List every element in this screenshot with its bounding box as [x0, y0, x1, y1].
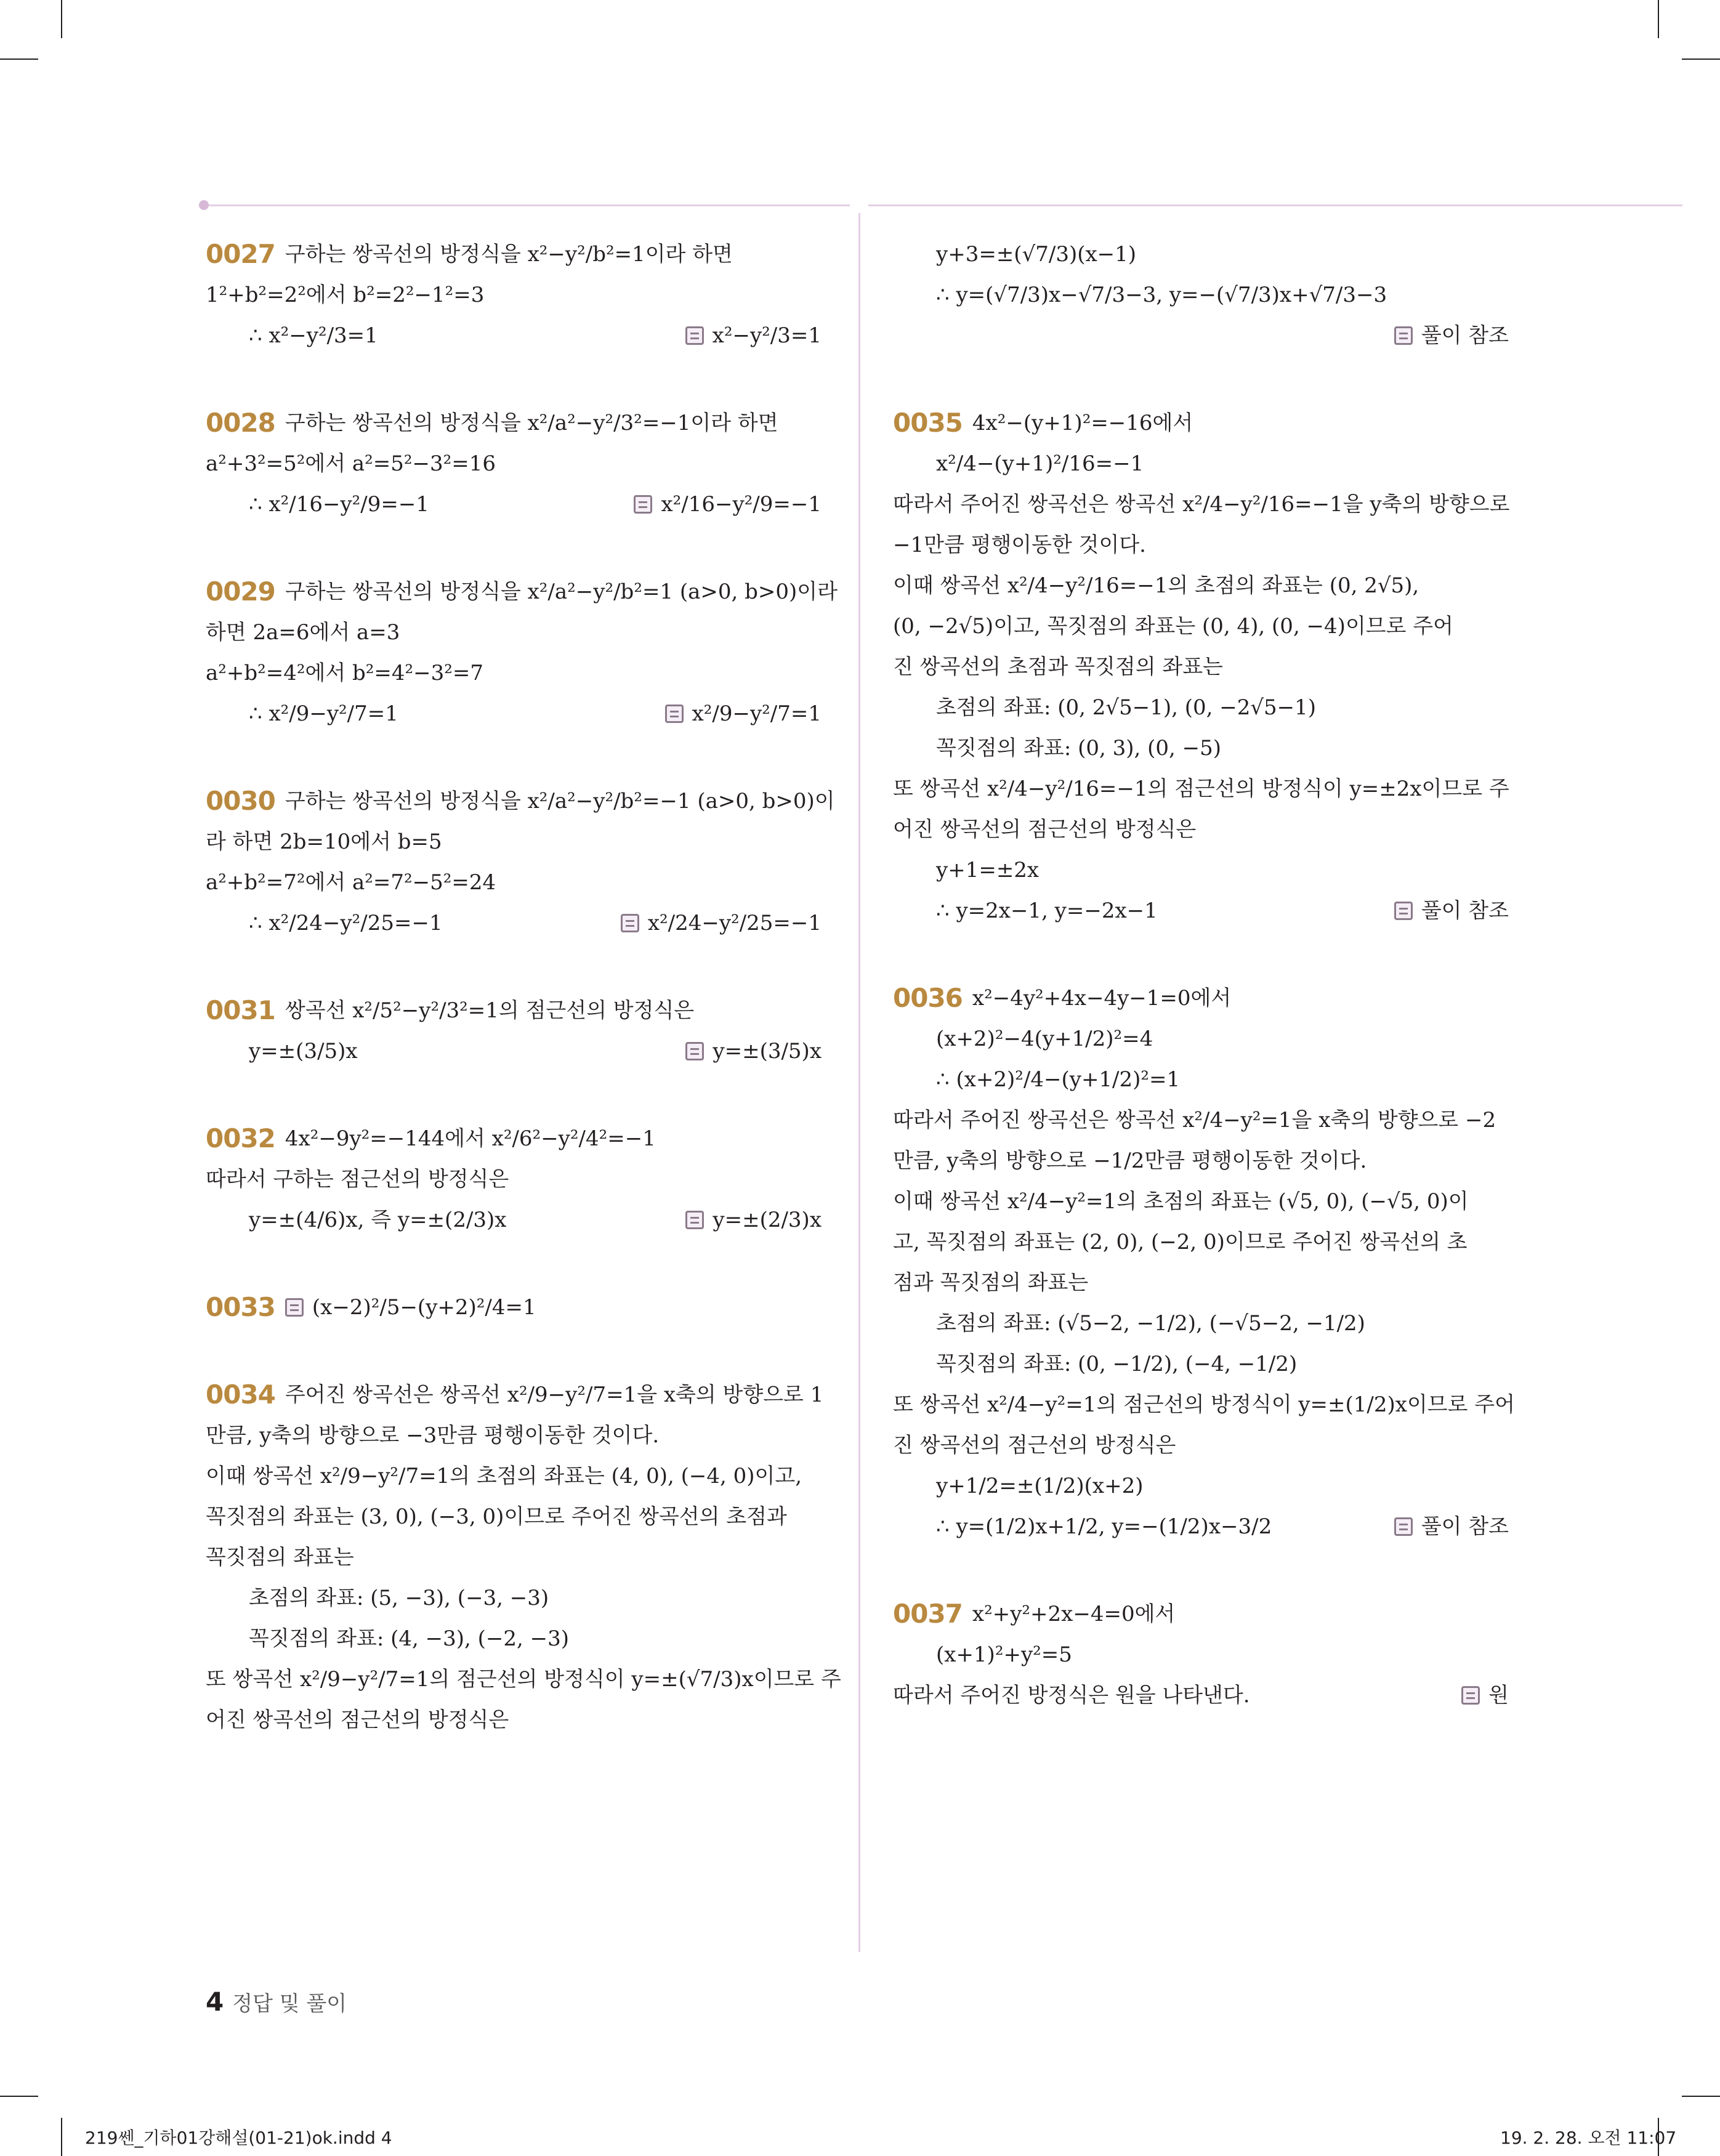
- problem-block: [206, 571, 838, 734]
- solution-line: [206, 1118, 822, 1159]
- line-content: [893, 573, 1419, 599]
- answer-box: [634, 491, 822, 518]
- answer-text: y=±(3/5)x: [713, 1038, 822, 1064]
- line-content: [936, 735, 1221, 762]
- line-content: [249, 491, 429, 518]
- problem-block: [893, 234, 1509, 356]
- crop-mark: [61, 2118, 62, 2156]
- line-content: [893, 982, 1231, 1015]
- line-text: (0, −2√5)이고, 꼭짓점의 좌표는 (0, 4), (0, −4)이므로 주어: [893, 613, 1453, 639]
- line-text: 꼭짓점의 좌표는: [206, 1544, 354, 1570]
- problem-block: [206, 1375, 841, 1740]
- crop-mark: [1682, 59, 1720, 60]
- line-content: [206, 238, 733, 271]
- line-content: [893, 407, 1193, 440]
- solution-line: [893, 1384, 1515, 1425]
- solution-line: [206, 403, 822, 443]
- answer-icon: [1394, 1517, 1413, 1536]
- line-content: [893, 654, 1223, 680]
- line-content: [936, 1514, 1272, 1540]
- problem-block: [893, 403, 1509, 931]
- solution-line: [893, 234, 1509, 275]
- answer-text: x²/16−y²/9=−1: [661, 491, 822, 517]
- line-text: 4x²−9y²=−144에서 x²/6²−y²/4²=−1: [285, 1126, 656, 1151]
- problem-block: [206, 403, 822, 525]
- answer-icon: [634, 495, 652, 514]
- line-text: 점과 꼭짓점의 좌표는: [893, 1270, 1089, 1295]
- line-text: 하면 2a=6에서 a=3: [206, 620, 400, 645]
- line-content: [206, 282, 484, 309]
- line-content: [893, 1229, 1468, 1256]
- line-content: [206, 1291, 536, 1324]
- left-column: [206, 234, 841, 1787]
- line-content: [206, 829, 442, 855]
- solution-line: [206, 1578, 822, 1618]
- line-text: (x−2)²/5−(y+2)²/4=1: [312, 1294, 536, 1320]
- line-content: [249, 701, 398, 727]
- problem-number: 0027: [206, 238, 275, 269]
- solution-line: [206, 1537, 822, 1578]
- line-text: 꼭짓점의 좌표: (0, −1/2), (−4, −1/2): [936, 1351, 1298, 1376]
- line-content: [936, 1026, 1153, 1052]
- line-text: y+3=±(√7/3)(x−1): [936, 241, 1137, 267]
- solution-line: [893, 1100, 1509, 1141]
- answer-icon: [285, 1298, 304, 1317]
- problem-number: 0035: [893, 407, 963, 438]
- solution-line: [893, 606, 1509, 647]
- problem-block: [206, 990, 822, 1072]
- solution-line: [893, 978, 1509, 1019]
- line-text: 이때 쌍곡선 x²/4−y²=1의 초점의 좌표는 (√5, 0), (−√5, 0)이: [893, 1189, 1469, 1214]
- line-text: 초점의 좌표: (√5−2, −1/2), (−√5−2, −1/2): [936, 1310, 1365, 1336]
- footer-title: 정답 및 풀이: [232, 1992, 347, 2016]
- solution-line: [893, 1466, 1509, 1506]
- line-content: [206, 785, 835, 818]
- problem-number: 0030: [206, 785, 275, 816]
- solution-line: [893, 769, 1509, 809]
- crop-mark: [61, 0, 62, 38]
- line-content: [206, 1666, 841, 1693]
- answer-box: [665, 701, 822, 727]
- line-text: 따라서 주어진 쌍곡선은 쌍곡선 x²/4−y²/16=−1을 y축의 방향으로: [893, 491, 1510, 517]
- solution-line: [893, 687, 1509, 728]
- line-text: ∴ x²/16−y²/9=−1: [249, 491, 429, 517]
- problem-number: 0033: [206, 1291, 275, 1322]
- line-text: 구하는 쌍곡선의 방정식을 x²/a²−y²/b²=1 (a>0, b>0)이라: [285, 579, 838, 604]
- line-text: 만큼, y축의 방향으로 −3만큼 평행이동한 것이다.: [206, 1423, 660, 1448]
- line-content: [893, 1270, 1088, 1296]
- solution-line: [206, 653, 822, 693]
- line-content: [206, 451, 496, 477]
- crop-mark: [0, 2096, 38, 2097]
- line-content: [893, 613, 1453, 640]
- answer-text: 풀이 참조: [1421, 323, 1509, 348]
- solution-line: [893, 403, 1509, 443]
- solution-line: [893, 565, 1509, 606]
- solution-line: [206, 822, 822, 862]
- solution-line: [893, 1344, 1509, 1384]
- line-text: y=±(4/6)x, 즉 y=±(2/3)x: [249, 1207, 507, 1232]
- slug-date-info: 19. 2. 28. 오전 11:07: [1500, 2128, 1677, 2148]
- solution-line: [206, 1700, 822, 1740]
- line-text: 또 쌍곡선 x²/4−y²/16=−1의 점근선의 방정식이 y=±2x이므로 주: [893, 776, 1509, 801]
- solution-line: [206, 1456, 822, 1496]
- line-text: ∴ x²/9−y²/7=1: [249, 701, 398, 726]
- answer-box: [685, 1207, 822, 1233]
- solution-line: [206, 571, 838, 612]
- answer-box: [1394, 323, 1509, 349]
- line-text: 이때 쌍곡선 x²/4−y²/16=−1의 초점의 좌표는 (0, 2√5),: [893, 573, 1419, 598]
- answer-icon: [621, 914, 639, 932]
- line-content: [893, 1392, 1515, 1418]
- line-text: (x+1)²+y²=5: [936, 1642, 1072, 1667]
- solution-line: [206, 990, 822, 1031]
- line-text: ∴ y=2x−1, y=−2x−1: [936, 898, 1158, 923]
- line-content: [206, 1379, 823, 1411]
- line-content: [206, 1423, 659, 1449]
- line-content: [936, 282, 1387, 309]
- solution-line: [206, 315, 822, 356]
- line-text: ∴ y=(√7/3)x−√7/3−3, y=−(√7/3)x+√7/3−3: [936, 282, 1387, 307]
- answer-box: [685, 1038, 822, 1065]
- line-content: [893, 491, 1509, 518]
- line-content: [936, 451, 1144, 477]
- problem-block: [893, 978, 1515, 1547]
- line-content: [206, 407, 778, 440]
- line-content: [893, 1682, 1250, 1709]
- line-content: [206, 995, 694, 1027]
- line-text: a²+3²=5²에서 a²=5²−3²=16: [206, 451, 496, 476]
- problem-number: 0037: [893, 1598, 963, 1629]
- problem-block: [206, 1287, 822, 1328]
- solution-line: [893, 484, 1509, 525]
- line-content: [893, 532, 1146, 559]
- line-content: [936, 1067, 1180, 1093]
- solution-line: [893, 1425, 1509, 1466]
- column-divider: [858, 213, 860, 1952]
- line-content: [249, 1626, 569, 1652]
- line-text: 구하는 쌍곡선의 방정식을 x²/a²−y²/3²=−1이라 하면: [285, 410, 778, 435]
- solution-line: [893, 443, 1509, 484]
- solution-line: [893, 1634, 1509, 1675]
- solution-line: [893, 1059, 1509, 1100]
- line-text: 구하는 쌍곡선의 방정식을 x²/a²−y²/b²=−1 (a>0, b>0)이: [285, 788, 835, 814]
- crop-mark: [1658, 0, 1659, 38]
- line-content: [936, 898, 1158, 924]
- line-content: [893, 1107, 1496, 1134]
- line-text: x²−4y²+4x−4y−1=0에서: [972, 985, 1232, 1011]
- line-text: 어진 쌍곡선의 점근선의 방정식은: [893, 817, 1197, 842]
- page-number: 4: [206, 1987, 224, 2017]
- line-text: 따라서 주어진 쌍곡선은 쌍곡선 x²/4−y²=1을 x축의 방향으로 −2: [893, 1107, 1496, 1133]
- solution-line: [206, 1659, 841, 1700]
- problem-number: 0032: [206, 1123, 275, 1153]
- right-column: [893, 234, 1515, 1762]
- answer-box: [1394, 898, 1509, 924]
- line-content: [206, 576, 838, 608]
- solution-line: [206, 275, 822, 315]
- problem-block: [206, 781, 835, 943]
- line-text: 어진 쌍곡선의 점근선의 방정식은: [206, 1707, 509, 1732]
- line-text: 또 쌍곡선 x²/4−y²=1의 점근선의 방정식이 y=±(1/2)x이므로 주어: [893, 1392, 1515, 1417]
- problem-block: [206, 1118, 822, 1240]
- line-text: 진 쌍곡선의 초점과 꼭짓점의 좌표는: [893, 654, 1223, 679]
- solution-line: [206, 693, 822, 734]
- header-rule-dot: [199, 200, 209, 210]
- solution-line: [893, 1675, 1509, 1716]
- solution-line: [893, 275, 1509, 315]
- answer-icon: [665, 705, 684, 723]
- solution-line: [206, 1496, 822, 1537]
- answer-text: x²/24−y²/25=−1: [647, 910, 822, 935]
- line-text: 초점의 좌표: (0, 2√5−1), (0, −2√5−1): [936, 695, 1317, 720]
- line-content: [936, 1642, 1072, 1668]
- line-content: [206, 1504, 787, 1530]
- solution-line: [206, 443, 822, 484]
- solution-line: [206, 612, 822, 653]
- solution-line: [893, 1181, 1509, 1222]
- answer-text: x²/9−y²/7=1: [692, 701, 822, 726]
- answer-box: [1461, 1682, 1509, 1709]
- line-text: 쌍곡선 x²/5²−y²/3²=1의 점근선의 방정식은: [285, 998, 695, 1023]
- line-content: [936, 857, 1039, 884]
- line-content: [249, 1038, 358, 1065]
- solution-line: [893, 850, 1509, 890]
- slug-file-info: 219쎈_기하01강해설(01-21)ok.indd 4: [85, 2128, 392, 2148]
- line-text: ∴ (x+2)²/4−(y+1/2)²=1: [936, 1067, 1181, 1092]
- line-content: [206, 1707, 509, 1734]
- line-text: 꼭짓점의 좌표: (4, −3), (−2, −3): [249, 1626, 570, 1651]
- line-content: [206, 870, 496, 896]
- problem-number: 0029: [206, 576, 275, 607]
- line-content: [206, 1463, 802, 1490]
- header-rule-left: [203, 204, 850, 206]
- problem-block: [893, 1594, 1509, 1716]
- solution-line: [206, 1159, 822, 1200]
- line-content: [206, 1123, 656, 1155]
- solution-line: [206, 862, 822, 903]
- answer-icon: [685, 1042, 704, 1060]
- solution-line: [206, 1415, 822, 1456]
- solution-line: [206, 1287, 822, 1328]
- line-content: [936, 1351, 1297, 1378]
- line-text: 따라서 주어진 방정식은 원을 나타낸다.: [893, 1682, 1250, 1708]
- solution-line: [206, 903, 822, 943]
- line-text: 4x²−(y+1)²=−16에서: [972, 410, 1193, 435]
- line-text: y=±(3/5)x: [249, 1038, 358, 1064]
- line-content: [893, 1189, 1469, 1215]
- solution-line: [893, 1019, 1509, 1059]
- answer-icon: [685, 1211, 704, 1229]
- line-text: 이때 쌍곡선 x²/9−y²/7=1의 초점의 좌표는 (4, 0), (−4, 0)이고,: [206, 1463, 802, 1488]
- line-content: [249, 1207, 506, 1233]
- crop-mark: [1682, 2096, 1720, 2097]
- answer-icon: [685, 326, 704, 345]
- solution-line: [893, 1303, 1509, 1344]
- solution-line: [893, 315, 1509, 356]
- problem-number: 0028: [206, 407, 275, 438]
- solution-line: [206, 781, 835, 822]
- line-content: [206, 620, 400, 646]
- line-content: [936, 1310, 1365, 1337]
- answer-text: x²−y²/3=1: [712, 323, 822, 348]
- solution-line: [893, 728, 1509, 769]
- answer-box: [1394, 1514, 1509, 1540]
- line-text: y+1=±2x: [936, 857, 1040, 882]
- line-text: 꼭짓점의 좌표: (0, 3), (0, −5): [936, 735, 1222, 761]
- line-content: [893, 776, 1509, 802]
- solution-line: [893, 890, 1509, 931]
- line-content: [936, 1473, 1143, 1500]
- answer-box: [685, 323, 822, 349]
- line-content: [249, 1585, 549, 1612]
- line-text: 따라서 구하는 점근선의 방정식은: [206, 1166, 509, 1192]
- line-text: 주어진 쌍곡선은 쌍곡선 x²/9−y²/7=1을 x축의 방향으로 1: [285, 1382, 824, 1407]
- solution-line: [893, 525, 1509, 565]
- answer-icon: [1394, 326, 1413, 345]
- solution-line: [206, 234, 822, 275]
- line-text: 만큼, y축의 방향으로 −1/2만큼 평행이동한 것이다.: [893, 1148, 1367, 1173]
- answer-text: 풀이 참조: [1421, 898, 1509, 923]
- line-content: [893, 1432, 1176, 1459]
- line-text: 초점의 좌표: (5, −3), (−3, −3): [249, 1585, 549, 1610]
- line-text: 구하는 쌍곡선의 방정식을 x²−y²/b²=1이라 하면: [285, 241, 733, 267]
- line-text: 라 하면 2b=10에서 b=5: [206, 829, 442, 854]
- line-text: 1²+b²=2²에서 b²=2²−1²=3: [206, 282, 485, 307]
- solution-line: [893, 647, 1509, 687]
- solution-line: [206, 484, 822, 525]
- problem-number: 0036: [893, 982, 963, 1013]
- solution-line: [893, 1262, 1509, 1303]
- line-content: [249, 323, 378, 349]
- line-content: [936, 241, 1136, 268]
- problem-number: 0034: [206, 1379, 275, 1410]
- line-text: ∴ x²−y²/3=1: [249, 323, 378, 348]
- line-text: y+1/2=±(1/2)(x+2): [936, 1473, 1144, 1498]
- solution-line: [893, 1141, 1509, 1181]
- problem-block: [206, 234, 822, 356]
- line-content: [206, 1544, 354, 1571]
- line-text: ∴ x²/24−y²/25=−1: [249, 910, 443, 935]
- solution-line: [206, 1031, 822, 1072]
- line-text: x²/4−(y+1)²/16=−1: [936, 451, 1144, 476]
- line-text: a²+b²=4²에서 b²=4²−3²=7: [206, 660, 484, 685]
- solution-line: [893, 1506, 1509, 1547]
- line-content: [893, 817, 1196, 843]
- line-text: (x+2)²−4(y+1/2)²=4: [936, 1026, 1153, 1051]
- line-text: 또 쌍곡선 x²/9−y²/7=1의 점근선의 방정식이 y=±(√7/3)x이므로 주: [206, 1666, 841, 1692]
- line-content: [893, 1148, 1367, 1174]
- line-text: −1만큼 평행이동한 것이다.: [893, 532, 1146, 557]
- solution-line: [893, 809, 1509, 850]
- problem-number: 0031: [206, 995, 275, 1025]
- answer-icon: [1461, 1686, 1480, 1705]
- page-footer: [206, 1987, 347, 2017]
- answer-box: [621, 910, 822, 937]
- line-text: 고, 꼭짓점의 좌표는 (2, 0), (−2, 0)이므로 주어진 쌍곡선의 초: [893, 1229, 1468, 1254]
- line-text: a²+b²=7²에서 a²=7²−5²=24: [206, 870, 496, 895]
- line-text: 진 쌍곡선의 점근선의 방정식은: [893, 1432, 1176, 1458]
- solution-line: [206, 1618, 822, 1659]
- solution-line: [206, 1200, 822, 1240]
- line-content: [206, 660, 483, 687]
- line-content: [206, 1166, 509, 1193]
- line-text: 꼭짓점의 좌표는 (3, 0), (−3, 0)이므로 주어진 쌍곡선의 초점과: [206, 1504, 787, 1529]
- header-rule-right: [868, 204, 1682, 206]
- answer-text: 풀이 참조: [1421, 1514, 1509, 1539]
- line-text: ∴ y=(1/2)x+1/2, y=−(1/2)x−3/2: [936, 1514, 1272, 1539]
- line-text: x²+y²+2x−4=0에서: [972, 1601, 1176, 1626]
- solution-line: [893, 1222, 1509, 1262]
- line-content: [936, 695, 1316, 721]
- crop-mark: [0, 59, 38, 60]
- solution-line: [206, 1375, 822, 1415]
- line-content: [893, 1598, 1175, 1631]
- line-content: [249, 910, 443, 937]
- solution-line: [893, 1594, 1509, 1634]
- answer-icon: [1394, 902, 1413, 920]
- answer-text: 원: [1488, 1682, 1509, 1708]
- answer-text: y=±(2/3)x: [713, 1207, 822, 1232]
